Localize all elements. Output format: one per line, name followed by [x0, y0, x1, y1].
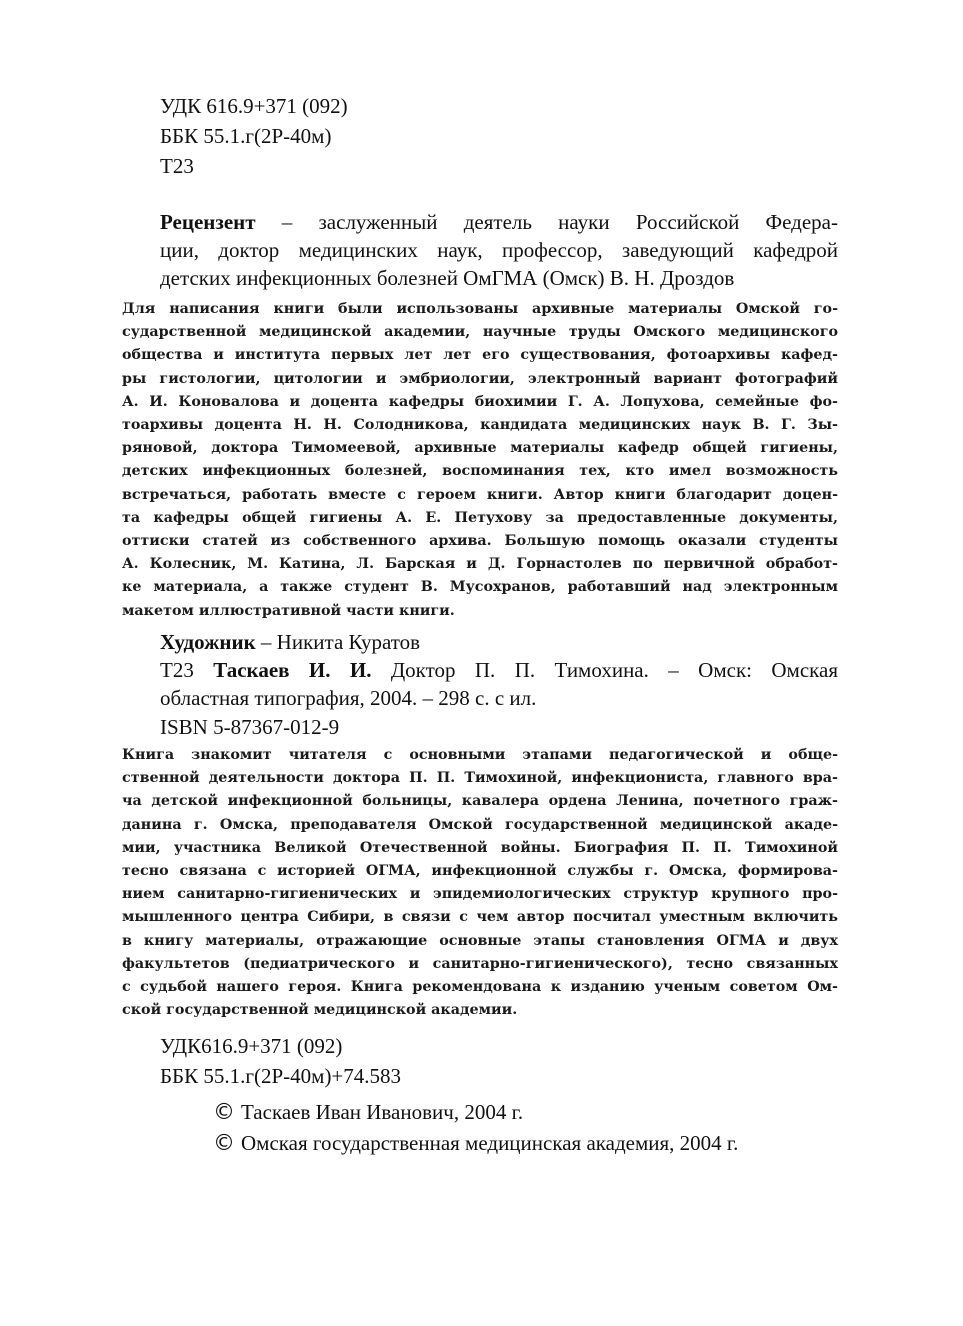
sources-line: та кафедры общей гигиены А. Е. Петухову за предоставленные документы,: [122, 509, 838, 526]
artist-credit: [160, 628, 420, 656]
sources-line: встречаться, работать вместе с героем книги. Автор книги благодарит доцен-: [122, 486, 838, 503]
artist-role: Художник: [160, 630, 256, 654]
copyright-holder: Таскаев Иван Иванович, 2004 г.: [241, 1100, 524, 1124]
annotation-line: нием санитарно-гигиенических и эпидемиологических структур крупного про-: [122, 886, 838, 903]
annotation-line: в книгу материалы, отражающие основные этапы становления ОГМА и двух: [122, 932, 838, 949]
sources-line: Для написания книги были использованы архивные материалы Омской го-: [122, 301, 838, 317]
annotation-line: мышленного центра Сибири, в связи с чем автор посчитал уместным включить: [122, 909, 838, 926]
sources-line: А. Колесник, М. Катина, Л. Барская и Д. Горнастолев по первичной обработ-: [122, 556, 838, 573]
isbn-number: ISBN 5-87367-012-9: [160, 715, 340, 739]
bbk-code-footer: ББК 55.1.г(2Р-40м)+74.583: [160, 1064, 402, 1088]
biblio-line-1: [160, 656, 838, 684]
author-index: Т23: [160, 154, 194, 178]
annotation-paragraph: [122, 744, 838, 1022]
annotation-line: Книга знакомит читателя с основными этапами педагогической и обще-: [122, 747, 838, 763]
copyright-notice-academy: [213, 1128, 738, 1159]
reviewer-line-3: детских инфекционных болезней ОмГМА (Омск) В. Н. Дроздов: [160, 266, 735, 290]
biblio-line-2: областная типография, 2004. – 298 с. с ил.: [160, 686, 537, 710]
copyright-icon: ©: [213, 1131, 235, 1156]
sources-line: макетом иллюстративной части книги.: [122, 602, 455, 619]
copyright-notice-author: [213, 1097, 738, 1128]
artist-name: – Никита Куратов: [255, 630, 421, 654]
sources-line: общества и института первых лет лет его существования, фотоархивы кафед-: [122, 347, 838, 364]
annotation-line: мии, участника Великой Отечественной войны. Биография П. П. Тимохиной: [122, 839, 838, 856]
sources-acknowledgement-paragraph: [122, 298, 838, 623]
annotation-line: с судьбой нашего героя. Книга рекомендована к изданию ученым советом Ом-: [122, 979, 838, 996]
udk-code-footer: УДК616.9+371 (092): [160, 1034, 343, 1058]
copyright-notices: [213, 1097, 738, 1159]
biblio-author: Таскаев И. И.: [213, 658, 372, 682]
reviewer-line-1: [160, 208, 838, 236]
biblio-index: Т23: [160, 658, 214, 682]
copyright-icon: ©: [213, 1100, 235, 1125]
sources-line: А. И. Коновалова и доцента кафедры биохимии Г. А. Лопухова, семейные фо-: [122, 393, 838, 410]
sources-line: сударственной медицинской академии, научные труды Омского медицинского: [122, 324, 838, 341]
annotation-line: ча детской инфекционной больницы, кавалера ордена Ленина, почетного граж-: [122, 793, 838, 810]
reviewer-paragraph: [160, 208, 838, 292]
annotation-line: ственной деятельности доктора П. П. Тимохиной, инфекциониста, главного вра-: [122, 770, 838, 787]
sources-line: детских инфекционных болезней, воспоминания тех, кто имел возможность: [122, 463, 838, 480]
reviewer-line-2: ции, доктор медицинских наук, профессор, заведующий кафедрой: [160, 238, 838, 262]
annotation-line: факультетов (педиатрического и санитарно-гигиенического), тесно связанных: [122, 955, 838, 972]
copyright-holder: Омская государственная медицинская академия, 2004 г.: [241, 1131, 739, 1155]
reviewer-text-1: – заслуженный деятель науки Российской Федера-: [255, 210, 838, 234]
annotation-line: данина г. Омска, преподавателя Омской государственной медицинской акаде-: [122, 816, 838, 833]
classification-codes-footer: [160, 1031, 401, 1091]
udk-code: УДК 616.9+371 (092): [160, 94, 348, 118]
sources-line: тоархивы доцента Н. Н. Солодникова, кандидата медицинских наук В. Г. Зы-: [122, 417, 838, 434]
bibliographic-record: [160, 656, 838, 741]
annotation-line: тесно связана с историей ОГМА, инфекционной службы г. Омска, формирова-: [122, 863, 838, 880]
reviewer-role: Рецензент: [160, 210, 256, 234]
bbk-code: ББК 55.1.г(2Р-40м): [160, 124, 332, 148]
sources-line: ряновой, доктора Тимомеевой, архивные материалы кафедр общей гигиены,: [122, 440, 838, 457]
biblio-title: Доктор П. П. Тимохина. – Омск: Омская: [371, 658, 839, 682]
sources-line: ры гистологии, цитологии и эмбриологии, электронный вариант фотографий: [122, 370, 838, 387]
sources-line: ке материала, а также студент В. Мусохранов, работавший над электронным: [122, 579, 838, 596]
classification-codes-header: [160, 91, 348, 181]
sources-line: оттиски статей из собственного архива. Большую помощь оказали студенты: [122, 533, 838, 550]
annotation-line: ской государственной медицинской академии.: [122, 1002, 518, 1019]
